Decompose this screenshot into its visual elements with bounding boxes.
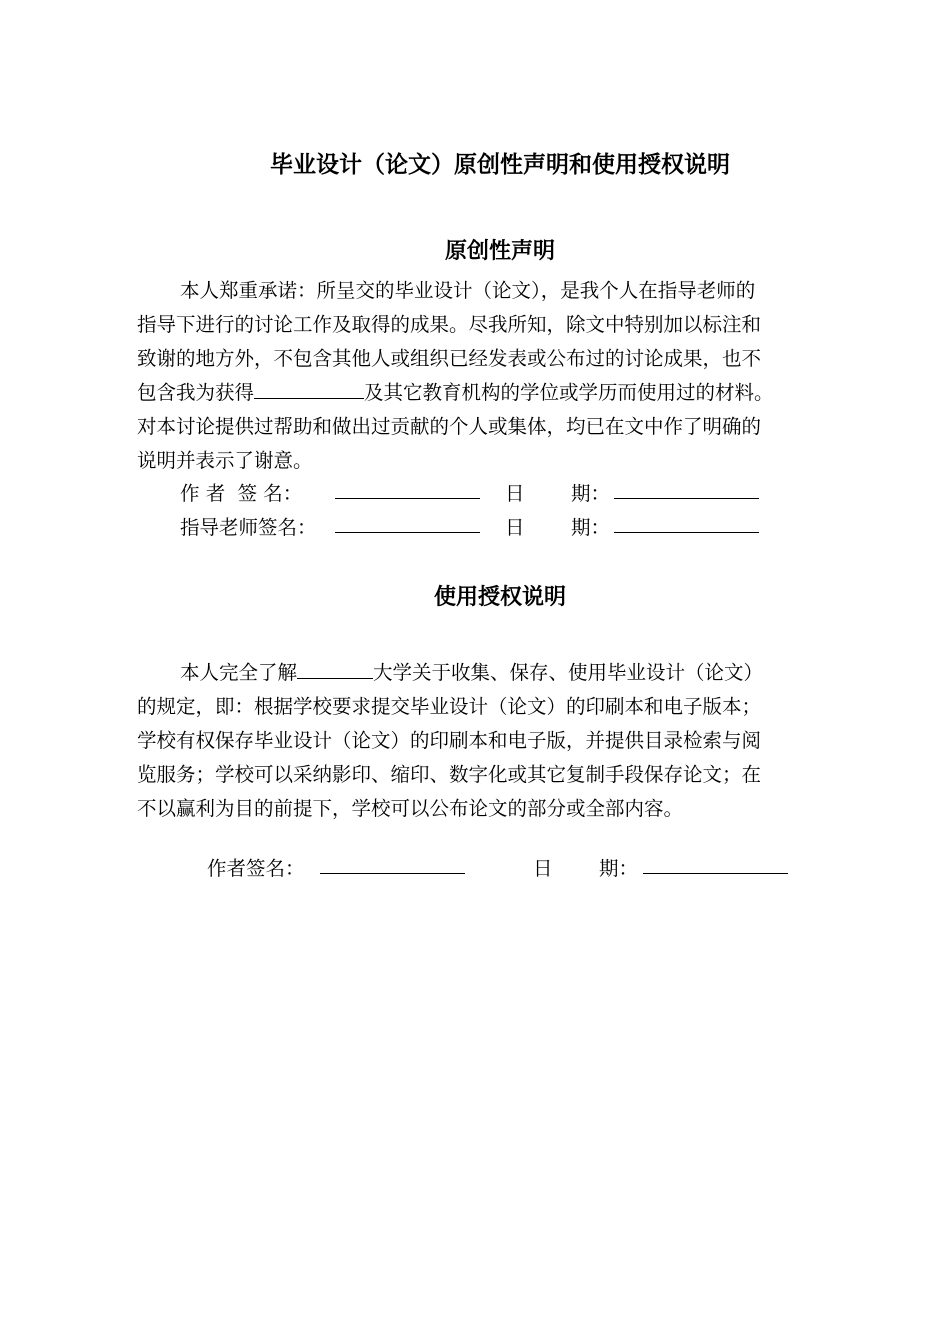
originality-line-4-b: 及其它教育机构的学位或学历而使用过的材料。 <box>364 381 774 404</box>
authorization-line-4: 览服务；学校可以采纳影印、缩印、数字化或其它复制手段保存论文；在 <box>137 763 762 786</box>
originality-line-5: 对本讨论提供过帮助和做出过贡献的个人或集体，均已在文中作了明确的 <box>137 415 762 438</box>
advisor-sign-label: 指导老师签名： <box>180 516 317 539</box>
document-title: 毕业设计（论文）原创性声明和使用授权说明 <box>270 151 730 178</box>
institution-blank[interactable] <box>254 380 364 399</box>
authorization-line-5: 不以赢利为目的前提下，学校可以公布论文的部分或全部内容。 <box>137 797 684 820</box>
originality-line-2: 指导下进行的讨论工作及取得的成果。尽我所知，除文中特别加以标注和 <box>137 313 762 336</box>
authorization-author-sign-line[interactable] <box>320 873 465 874</box>
authorization-line-2: 的规定，即：根据学校要求提交毕业设计（论文）的印刷本和电子版本； <box>137 695 762 718</box>
originality-heading: 原创性声明 <box>444 238 555 264</box>
advisor-date-line[interactable] <box>614 532 759 533</box>
advisor-date-label-char-1: 日 <box>505 516 525 539</box>
authorization-line-1-a: 本人完全了解 <box>180 661 298 684</box>
authorization-date-line[interactable] <box>643 873 788 874</box>
authorization-line-1 <box>180 657 763 685</box>
author-sign-label: 作 者 签 名： <box>180 482 303 505</box>
advisor-date-label-char-2: 期： <box>571 516 611 539</box>
originality-line-6: 说明并表示了谢意。 <box>137 449 313 472</box>
date-label-char-1: 日 <box>505 482 525 505</box>
advisor-sign-line[interactable] <box>335 532 480 533</box>
authorization-heading: 使用授权说明 <box>433 584 566 610</box>
originality-line-1: 本人郑重承诺：所呈交的毕业设计（论文），是我个人在指导老师的 <box>180 279 756 302</box>
university-blank[interactable] <box>297 660 373 679</box>
originality-line-4 <box>137 377 774 405</box>
author-sign-line[interactable] <box>335 498 480 499</box>
authorization-line-1-b: 大学关于收集、保存、使用毕业设计（论文） <box>373 661 764 684</box>
authorization-date-label-char-2: 期： <box>599 857 639 880</box>
author-date-line[interactable] <box>614 498 759 499</box>
authorization-date-label-char-1: 日 <box>533 857 553 880</box>
authorization-author-sign-label: 作者签名： <box>207 857 305 880</box>
authorization-line-3: 学校有权保存毕业设计（论文）的印刷本和电子版，并提供目录检索与阅 <box>137 729 762 752</box>
date-label-char-2: 期： <box>571 482 611 505</box>
originality-line-3: 致谢的地方外，不包含其他人或组织已经发表或公布过的讨论成果，也不 <box>137 347 762 370</box>
originality-line-4-a: 包含我为获得 <box>137 381 255 404</box>
